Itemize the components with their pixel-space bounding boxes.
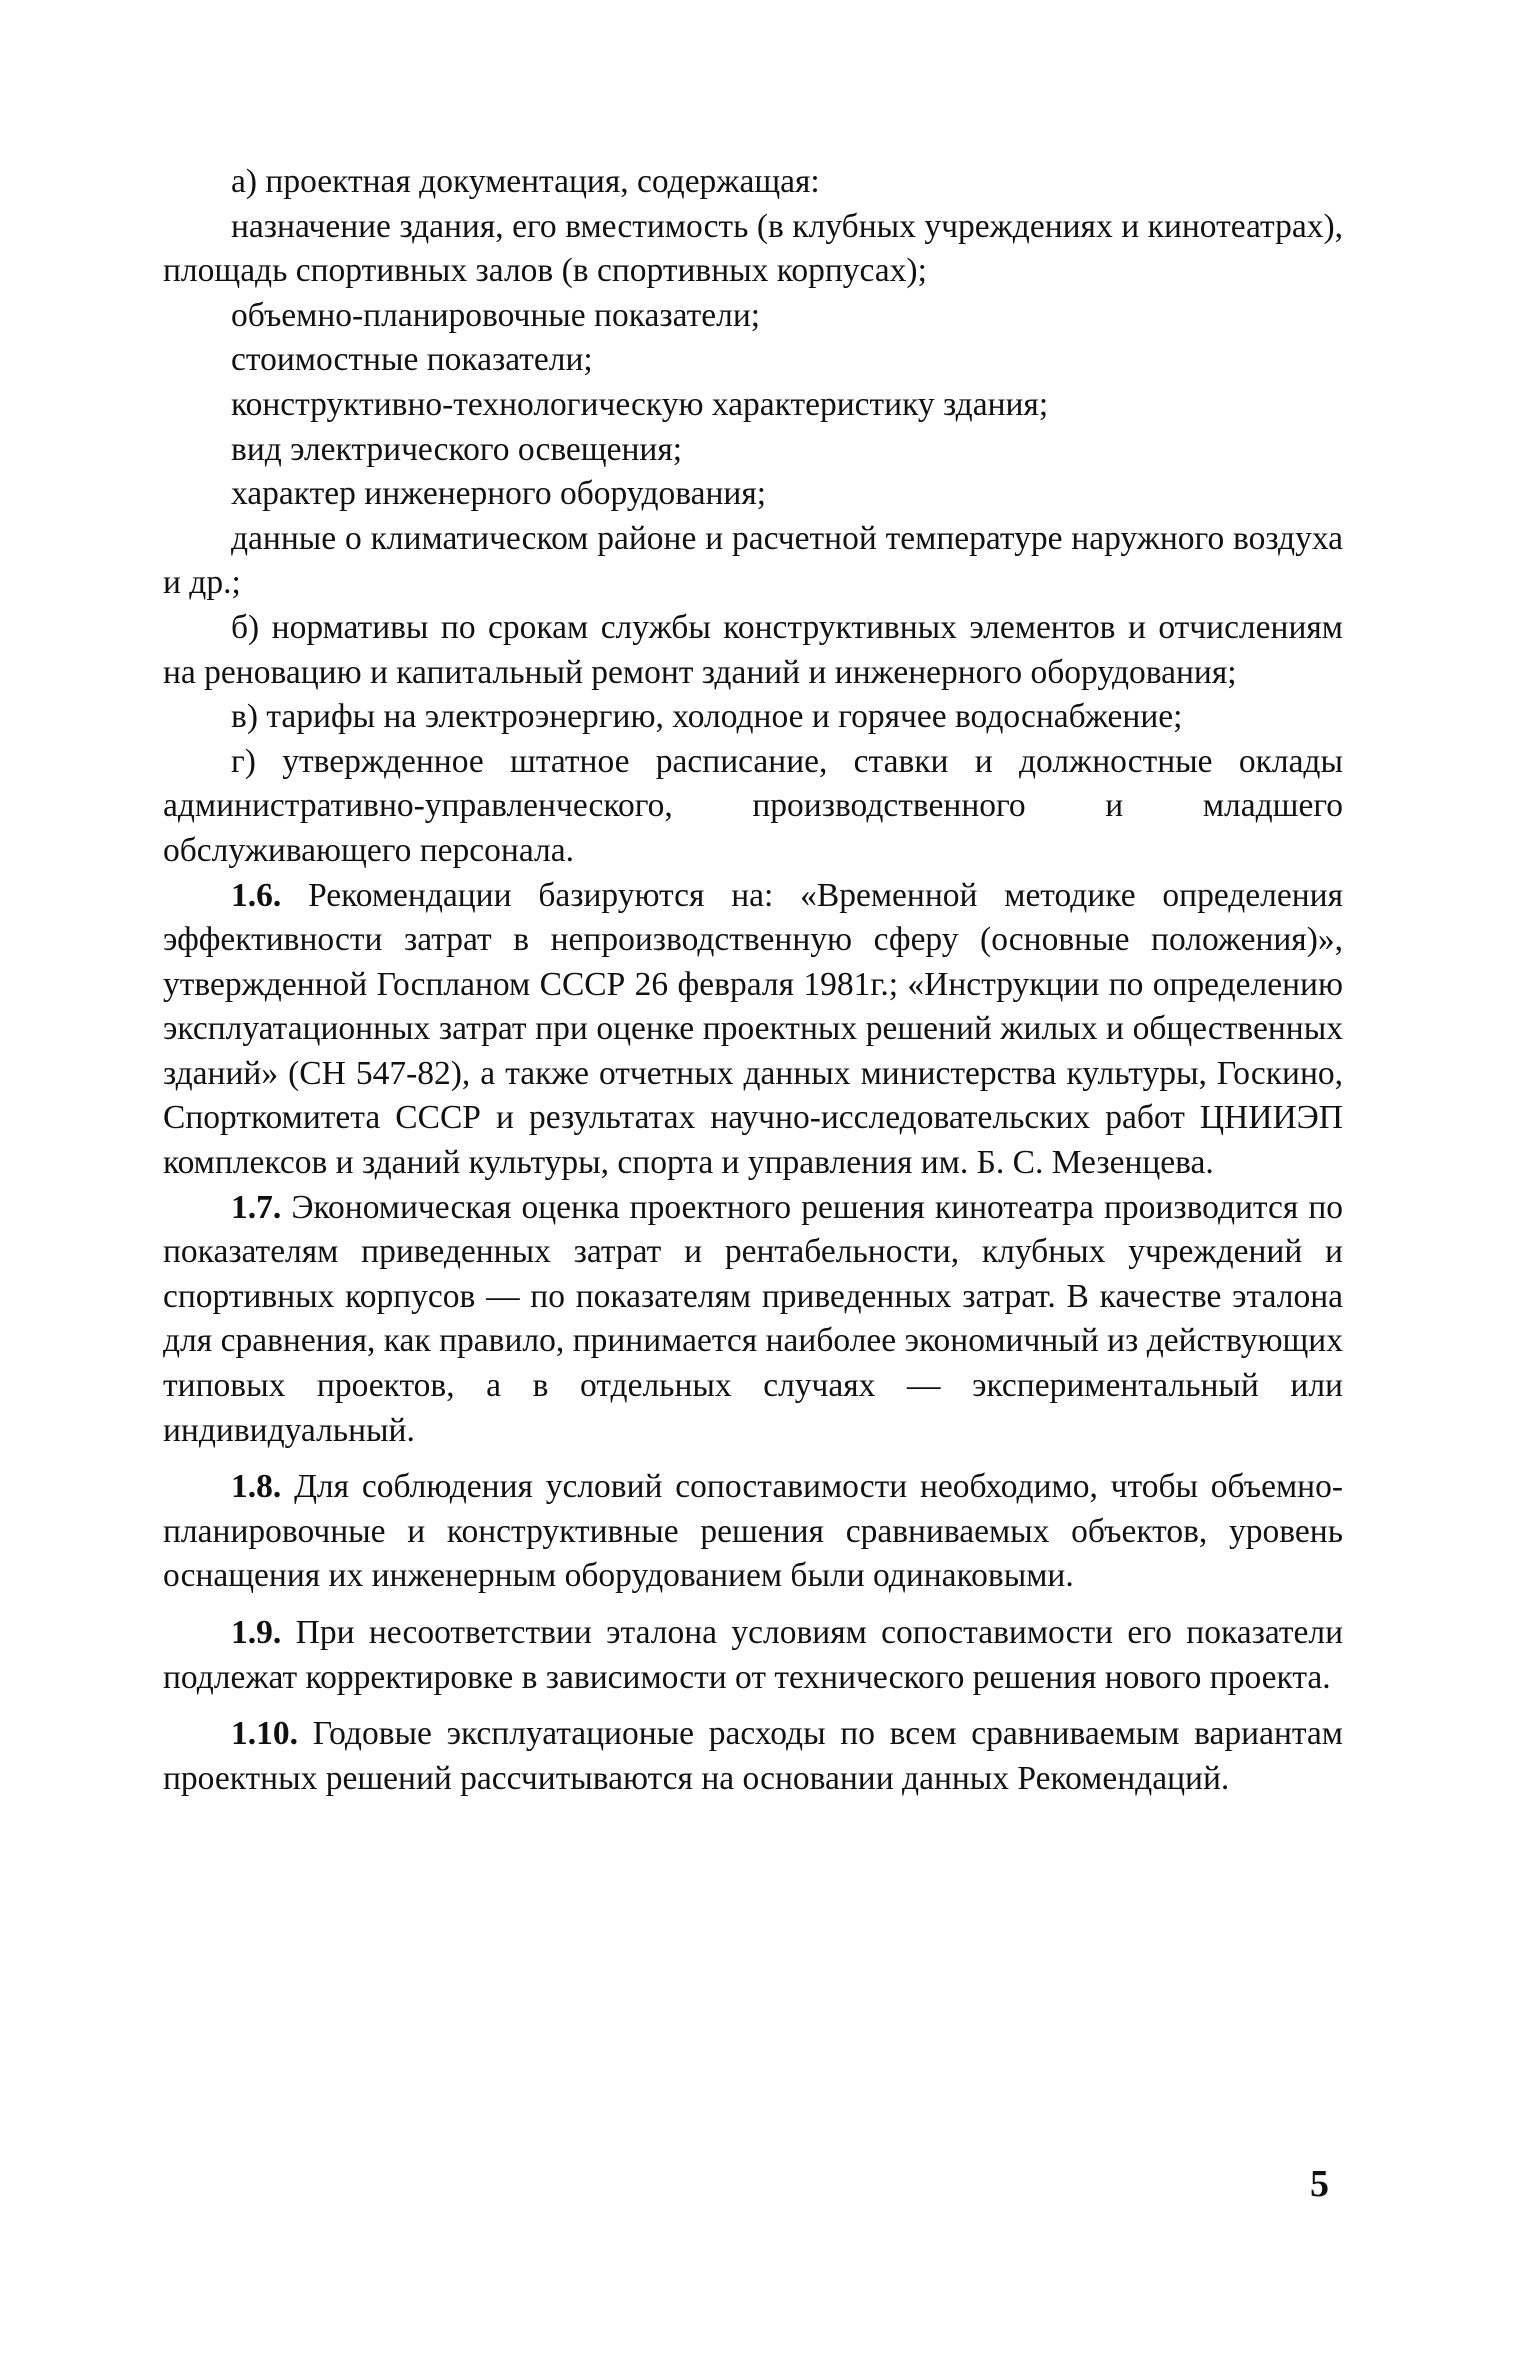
paragraph-g [163, 740, 1343, 874]
paragraph-text: назначение здания, его вместимость (в клубных учреждениях и кинотеатрах), площадь спортивных залов (в спортивных корпусах); [163, 207, 1343, 290]
paragraph-text: а) проектная документация, содержащая: [231, 163, 820, 200]
paragraph-a-volume [163, 294, 1343, 339]
section-1-10 [163, 1712, 1343, 1801]
paragraph-v [163, 695, 1343, 740]
page-number: 5 [1310, 2163, 1329, 2205]
paragraph-text: г) утвержденное штатное расписание, ставки и должностные оклады административно-управленческого, производственного и младшего обслуживающего персонала. [163, 742, 1343, 869]
paragraph-a [163, 160, 1343, 205]
paragraph-text: Рекомендации базируются на: «Временной методике определения эффективности затрат в непроизводственную сферу (основные положения)», утвержденной Госпланом СССР 26 февраля 1981г.; «Инструкции по определению эксплуатационных затрат при оценке проектных решений жилых и общественных зданий» (СН 547-82), а также отчетных данных министерства культуры, Госкино, Спорткомитета СССР и результатах научно-исследовательских работ ЦНИИЭП комплексов и зданий культуры, спорта и управления им. Б. С. Мезенцева. [163, 876, 1344, 1182]
paragraph-a-equipment [163, 472, 1343, 517]
section-1-8 [163, 1465, 1343, 1599]
paragraph-text: Экономическая оценка проектного решения кинотеатра производится по показателям приведенных затрат и рентабельности, клубных учреждений и спортивных корпусов — по показателям приведенных затрат. В качестве эталона для сравнения, как правило, принимается наиболее экономичный из действующих типовых проектов, а в отдельных случаях — экспериментальный или индивидуальный. [163, 1188, 1343, 1449]
paragraph-text: объемно-планировочные показатели; [231, 296, 761, 334]
paragraph-b [163, 606, 1343, 695]
paragraph-text: в) тарифы на электроэнергию, холодное и горячее водоснабжение; [231, 698, 1183, 736]
section-number: 1.8. [231, 1468, 282, 1506]
section-number: 1.10. [231, 1715, 298, 1753]
section-number: 1.7. [231, 1188, 282, 1226]
paragraph-a-lighting [163, 428, 1343, 473]
section-1-6 [163, 874, 1343, 1186]
paragraph-text: Годовые эксплуатационые расходы по всем сравниваемым вариантам проектных решений рассчитываются на основании данных Рекомендаций. [163, 1715, 1343, 1797]
paragraph-text: данные о климатическом районе и расчетной температуре наружного воздуха и др.; [163, 519, 1343, 602]
section-number: 1.9. [231, 1614, 282, 1651]
paragraph-text: При несоответствии эталона условиям сопоставимости его показатели подлежат корректировке в зависимости от технического решения нового проекта. [163, 1614, 1344, 1696]
paragraph-a-purpose [163, 205, 1343, 294]
paragraph-text: конструктивно-технологическую характеристику здания; [231, 385, 1049, 423]
paragraph-a-construction [163, 383, 1343, 428]
paragraph-text: Для соблюдения условий сопоставимости необходимо, чтобы объемно-планировочные и конструктивные решения сравниваемых объектов, уровень оснащения их инженерным оборудованием были одинаковыми. [163, 1468, 1343, 1595]
paragraph-a-climate [163, 517, 1343, 606]
section-1-7 [163, 1186, 1343, 1454]
section-1-9 [163, 1611, 1343, 1700]
section-number: 1.6. [231, 876, 282, 914]
paragraph-a-cost [163, 338, 1343, 383]
paragraph-text: вид электрического освещения; [231, 430, 683, 468]
paragraph-text: стоимостные показатели; [231, 341, 593, 379]
document-page [163, 160, 1343, 1801]
paragraph-text: б) нормативы по срокам службы конструктивных элементов и отчислениям на реновацию и капитальный ремонт зданий и инженерного оборудования; [163, 608, 1343, 691]
paragraph-text: характер инженерного оборудования; [231, 475, 767, 513]
